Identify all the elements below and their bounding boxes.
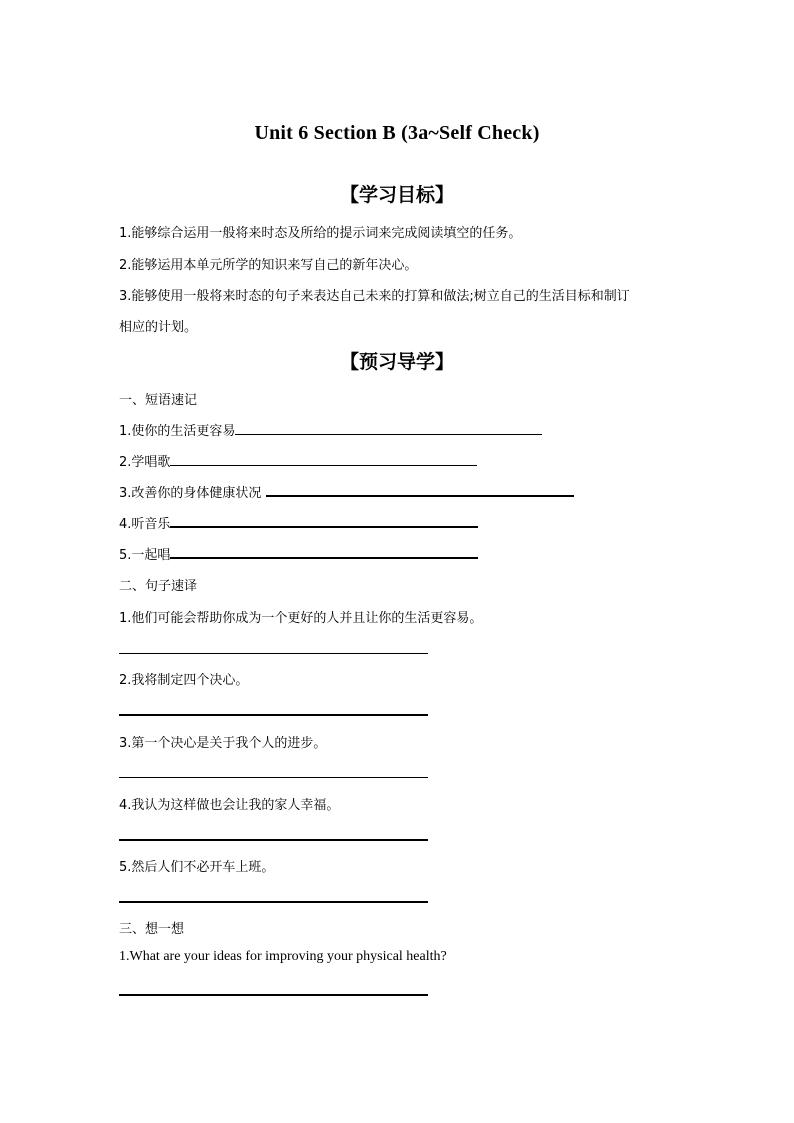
phrase-item-2 <box>119 451 477 470</box>
objectives-heading: 【学习目标】 <box>339 184 454 206</box>
objective-item-1: 1.能够综合运用一般将来时态及所给的提示词来完成阅读填空的任务。 <box>119 226 522 241</box>
phrase-item-3-text: 3.改善你的身体健康状况 <box>119 486 266 501</box>
sentence-answer-line-2[interactable] <box>119 714 428 716</box>
phrase-blank-3[interactable] <box>266 483 574 497</box>
part3-title: 三、想一想 <box>119 922 185 937</box>
sentence-answer-line-1[interactable] <box>119 653 428 654</box>
phrase-blank-1[interactable] <box>235 422 542 435</box>
part2-title: 二、句子速译 <box>119 579 198 594</box>
phrase-item-1-text: 1.使你的生活更容易 <box>119 424 236 439</box>
phrase-item-5 <box>119 544 478 563</box>
phrase-item-2-text: 2.学唱歌 <box>119 455 171 470</box>
sentence-item-1: 1.他们可能会帮助你成为一个更好的人并且让你的生活更容易。 <box>119 611 483 626</box>
preview-heading: 【预习导学】 <box>339 351 454 373</box>
objective-item-3-continued: 相应的计划。 <box>119 320 198 335</box>
objective-item-3: 3.能够使用一般将来时态的句子来表达自己未来的打算和做法;树立自己的生活目标和制订 <box>119 289 630 304</box>
phrase-item-5-text: 5.一起唱 <box>119 548 171 563</box>
objective-item-2: 2.能够运用本单元所学的知识来写自己的新年决心。 <box>119 258 418 273</box>
question-answer-line-1[interactable] <box>119 994 428 996</box>
sentence-item-4: 4.我认为这样做也会让我的家人幸福。 <box>119 798 340 813</box>
part1-title: 一、短语速记 <box>119 393 198 408</box>
phrase-item-1 <box>119 420 542 439</box>
phrase-item-4-text: 4.听音乐 <box>119 517 171 532</box>
sentence-item-2: 2.我将制定四个决心。 <box>119 673 249 688</box>
sentence-item-5: 5.然后人们不必开车上班。 <box>119 860 275 875</box>
phrase-item-4 <box>119 513 478 532</box>
sentence-item-3: 3.第一个决心是关于我个人的进步。 <box>119 736 327 751</box>
phrase-blank-4[interactable] <box>170 514 478 528</box>
phrase-blank-5[interactable] <box>170 545 478 559</box>
phrase-blank-2[interactable] <box>170 453 477 466</box>
question-item-1: 1.What are your ideas for improving your physical health? <box>119 949 447 964</box>
sentence-answer-line-4[interactable] <box>119 839 428 841</box>
sentence-answer-line-3[interactable] <box>119 777 428 778</box>
page-title: Unit 6 Section B (3a~Self Check) <box>254 122 540 144</box>
sentence-answer-line-5[interactable] <box>119 901 428 903</box>
phrase-item-3 <box>119 482 574 501</box>
